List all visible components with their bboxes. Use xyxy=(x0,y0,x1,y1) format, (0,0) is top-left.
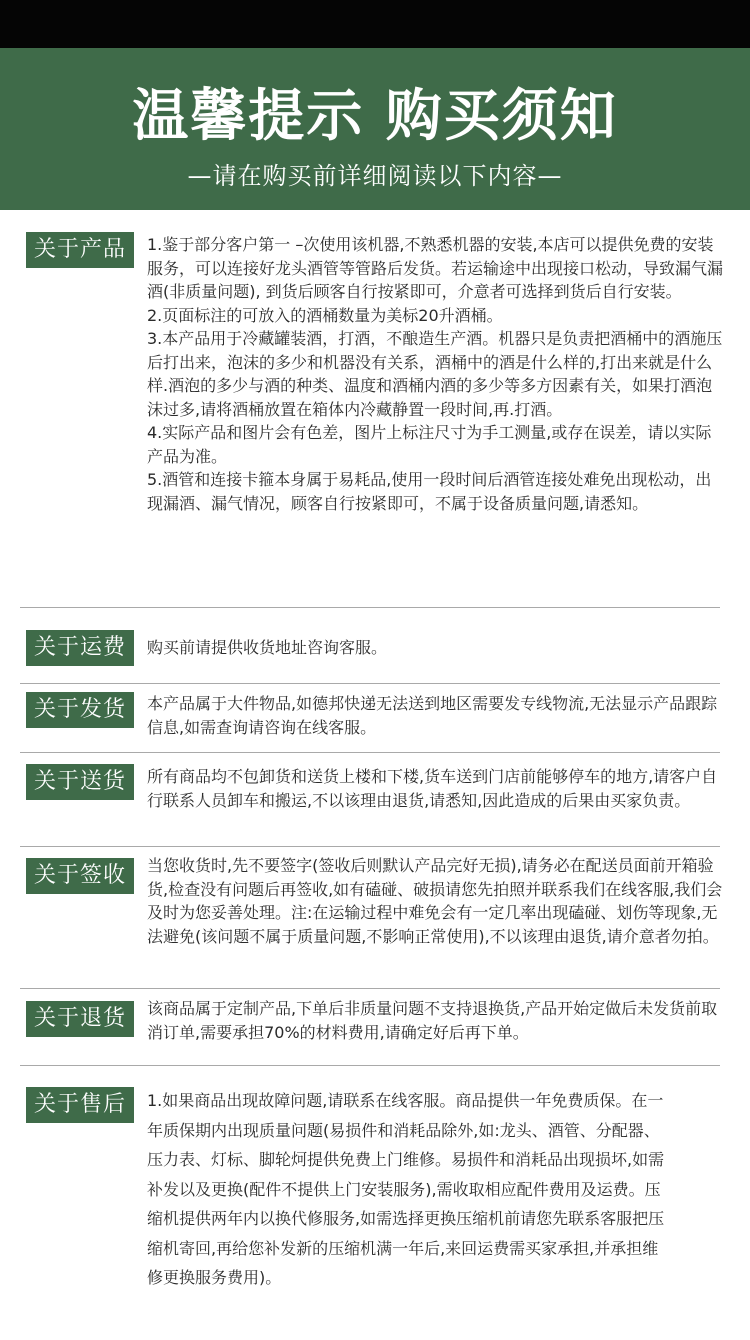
section-text xyxy=(147,233,727,515)
section-text xyxy=(147,854,727,948)
section-tag: 关于签收 xyxy=(26,858,134,894)
paragraph: 1.如果商品出现故障问题,请联系在线客服。商品提供一年免费质保。在一年质保期内出现质量问题(易损件和消耗品除外,如:龙头、酒管、分配器、压力表、灯标、脚轮炣提供免费上门维修。易损件和消耗品出现损坏,如需补发以及更换(配件不提供上门安装服务),需收取相应配件费用及运费。压缩机提供两年内以换代修服务,如需选择更换压缩机前请您先联系客服把压缩机寄回,再给您补发新的压缩机满一年后,来回运费需买家承担,并承担维修更换服务费用)。 xyxy=(147,1091,665,1287)
section-tag: 关于运费 xyxy=(26,630,134,666)
paragraph: 当您收货时,先不要签字(签收后则默认产品完好无损),请务必在配送员面前开箱验货,检查没有问题后再签收,如有磕碰、破损请您先拍照并联系我们在线客服,我们会及时为您妥善处理。注:在运输过程中难免会有一定几率出现磕碰、划伤等现象,无法避免(该问题不属于质量问题,不影响正常使用),不以该理由退货,请介意者勿拍。 xyxy=(147,856,723,946)
section-divider xyxy=(20,1065,720,1066)
section-text xyxy=(147,997,727,1044)
section-divider xyxy=(20,846,720,847)
paragraph: 该商品属于定制产品,下单后非质量问题不支持退换货,产品开始定做后未发货前取消订单,需要承担70%的材料费用,请确定好后再下单。 xyxy=(147,999,718,1042)
section-text xyxy=(147,765,727,812)
header-banner xyxy=(0,48,750,210)
top-bar xyxy=(0,0,750,48)
section-text xyxy=(147,1086,667,1293)
section-divider xyxy=(20,607,720,608)
section-divider xyxy=(20,988,720,989)
section-tag: 关于退货 xyxy=(26,1001,134,1037)
banner-subtitle: —请在购买前详细阅读以下内容— xyxy=(187,162,563,190)
paragraph: 购买前请提供收货地址咨询客服。 xyxy=(147,638,388,657)
section-text xyxy=(147,636,727,660)
section-divider xyxy=(20,683,720,684)
banner-title: 温馨提示 购买须知 xyxy=(132,84,618,149)
paragraph: 3.本产品用于冷藏罐装酒，打酒，不酿造生产酒。机器只是负责把酒桶中的酒施压后打出来，泡沫的多少和机器没有关系，酒桶中的酒是什么样的,打出来就是什么样.酒泡的多少与酒的种类、温度和酒桶内酒的多少等多方因素有关，如果打酒泡沫过多,请将酒桶放置在箱体内冷藏静置一段时间,再.打酒。 xyxy=(147,329,723,419)
section-divider xyxy=(20,752,720,753)
section-tag: 关于产品 xyxy=(26,232,134,268)
section-tag: 关于售后 xyxy=(26,1087,134,1123)
section-tag: 关于发货 xyxy=(26,692,134,728)
paragraph: 5.酒管和连接卡箍本身属于易耗品,使用一段时间后酒管连接处难免出现松动，出现漏酒、漏气情况，顾客自行按紧即可，不属于设备质量问题,请悉知。 xyxy=(147,470,712,513)
section-text xyxy=(147,692,727,739)
paragraph: 1.鉴于部分客户第一 –次使用该机器,不熟悉机器的安装,本店可以提供免费的安装服务，可以连接好龙头酒管等管路后发货。若运输途中出现接口松动，导致漏气漏酒(非质量问题), 到货后顾客自行按紧即可，介意者可选择到货后自行安装。 xyxy=(147,235,724,301)
section-tag: 关于送货 xyxy=(26,764,134,800)
paragraph: 所有商品均不包卸货和送货上楼和下楼,货车送到门店前能够停车的地方,请客户自行联系人员卸车和搬运,不以该理由退货,请悉知,因此造成的后果由买家负责。 xyxy=(147,767,718,810)
paragraph: 4.实际产品和图片会有色差，图片上标注尺寸为手工测量,或存在误差，请以实际产品为准。 xyxy=(147,423,712,466)
paragraph: 本产品属于大件物品,如德邦快递无法送到地区需要发专线物流,无法显示产品跟踪信息,如需查询请咨询在线客服。 xyxy=(147,694,718,737)
paragraph: 2.页面标注的可放入的酒桶数量为美标20升酒桶。 xyxy=(147,305,503,325)
